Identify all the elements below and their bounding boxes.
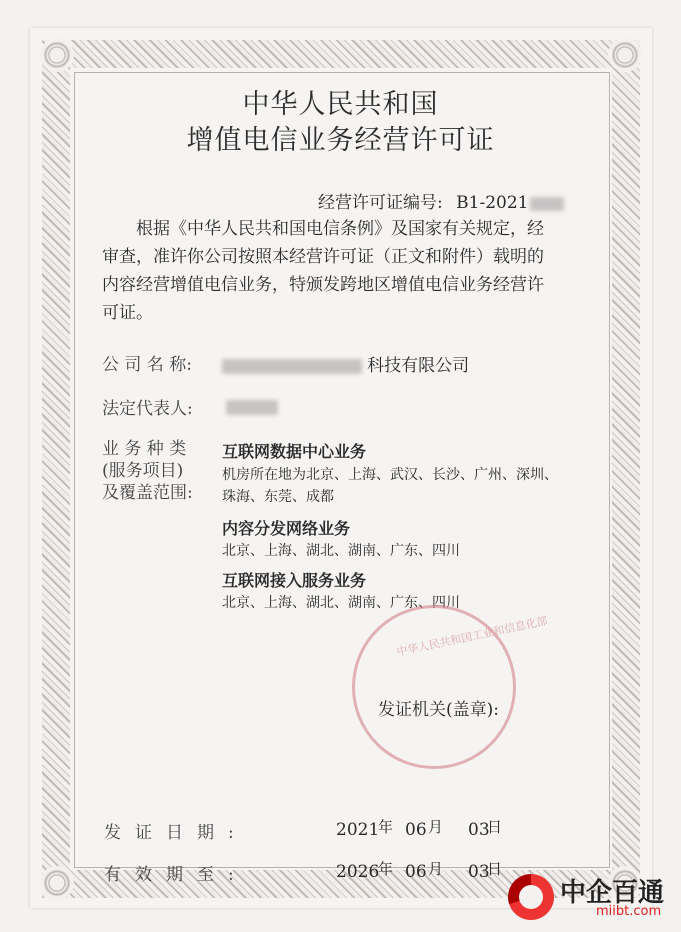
valid-month-unit: 月 — [428, 860, 444, 878]
corner-ornament — [40, 866, 74, 900]
issue-day: 03 — [468, 820, 490, 840]
issue-year: 2021 — [336, 820, 380, 840]
title-line-2: 增值电信业务经营许可证 — [186, 125, 495, 156]
scope-label-1: 业 务 种 类 — [102, 439, 187, 459]
valid-day-unit: 日 — [487, 860, 503, 878]
preamble-line: 审查，准许你公司按照本经营许可证（正文和附件）载明的 — [102, 247, 544, 267]
watermark-cn: 中企百通 — [560, 878, 665, 908]
scope-line: 北京、上海、湖北、湖南、广东、四川 — [222, 543, 460, 559]
legal-rep-label: 法定代表人: — [102, 399, 193, 419]
scope-title: 内容分发网络业务 — [222, 519, 351, 538]
scope-label-3: 及覆盖范围: — [102, 483, 193, 503]
scope-title: 互联网接入服务业务 — [222, 571, 367, 590]
corner-ornament — [608, 38, 642, 72]
scope-label-2: (服务项目) — [102, 461, 184, 481]
company-label: 公 司 名 称: — [102, 355, 192, 375]
license-number-value: B1-2021 — [456, 193, 529, 213]
issue-date-label: 发证日期: — [104, 823, 248, 843]
valid-year: 2026 — [336, 862, 380, 882]
legal-rep-value — [226, 397, 278, 416]
scope-title: 互联网数据中心业务 — [222, 442, 367, 461]
issue-year-unit: 年 — [378, 818, 394, 836]
company-suffix: 科技有限公司 — [367, 356, 470, 376]
valid-until-label: 有效期至: — [104, 865, 248, 885]
seal-text: 中华人民共和国工业和信息化部 — [395, 614, 549, 659]
issue-month: 06 — [405, 820, 427, 840]
redacted-block — [226, 400, 278, 415]
redacted-block — [222, 359, 362, 374]
valid-day: 03 — [468, 862, 490, 882]
watermark-logo-icon — [508, 874, 554, 920]
valid-year-unit: 年 — [378, 860, 394, 878]
license-number-label: 经营许可证编号: — [318, 193, 443, 213]
license-number — [318, 188, 564, 213]
scope-line: 珠海、东莞、成都 — [222, 489, 334, 505]
preamble — [102, 215, 602, 327]
preamble-line: 可证。 — [102, 303, 153, 323]
preamble-line: 内容经营增值电信业务，特颁发跨地区增值电信业务经营许 — [102, 275, 544, 295]
title-line-1: 中华人民共和国 — [242, 89, 439, 120]
company-name — [222, 351, 469, 376]
issue-month-unit: 月 — [428, 818, 444, 836]
preamble-line: 根据《中华人民共和国电信条例》及国家有关规定，经 — [136, 219, 544, 239]
corner-ornament — [40, 38, 74, 72]
watermark-en: miibt.com — [596, 904, 662, 919]
scope-line: 北京、上海、湖北、湖南、广东、四川 — [222, 595, 460, 611]
valid-month: 06 — [405, 862, 427, 882]
issue-day-unit: 日 — [487, 818, 503, 836]
redacted-block — [530, 197, 564, 211]
watermark — [508, 872, 678, 924]
scope-line: 机房所在地为北京、上海、武汉、长沙、广州、深圳、 — [222, 467, 558, 483]
issuer-label: 发证机关(盖章): — [378, 700, 499, 720]
